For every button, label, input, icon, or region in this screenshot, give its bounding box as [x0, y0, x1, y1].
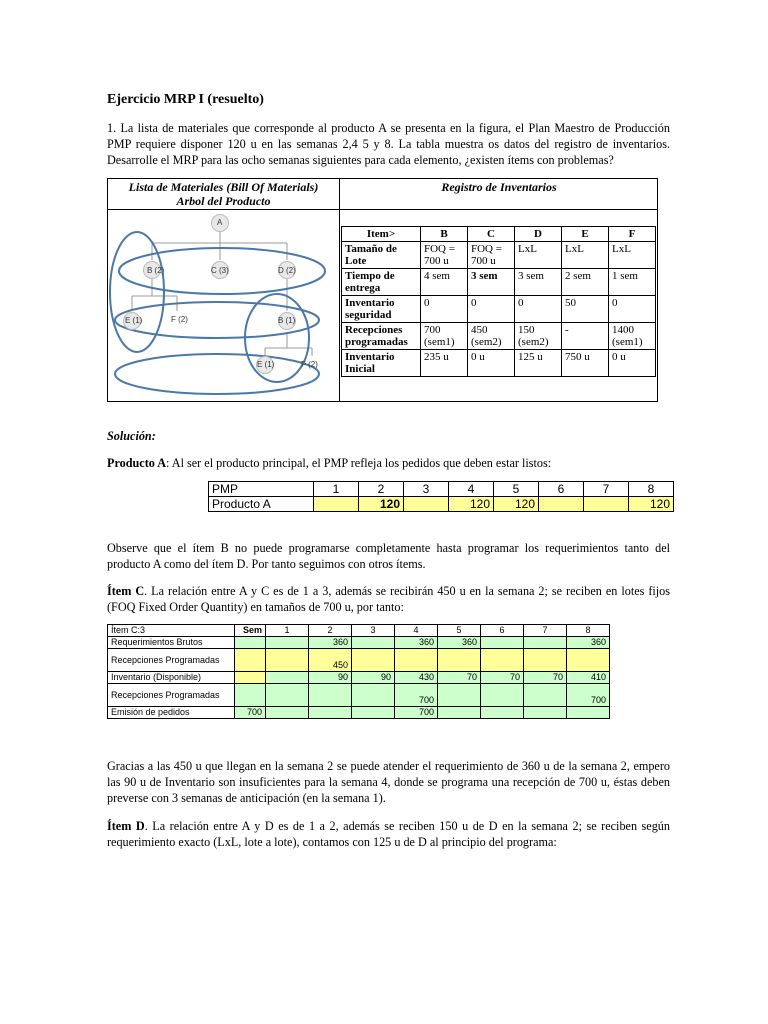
table-cell: 700 (sem1) — [421, 323, 468, 350]
node-d2-label: D (2) — [278, 266, 296, 275]
week-cell: 1 — [314, 482, 359, 497]
pmp-product-row — [209, 497, 674, 512]
table-cell: 430 — [395, 672, 438, 684]
week-cell: 8 — [567, 625, 610, 637]
frame-divider — [339, 179, 340, 401]
intro-paragraph: 1. La lista de materiales que corresponde al producto A se presenta en la figura, el Plan Maestro de Producción PMP requiere disponer 120 u en las semanas 2,4 5 y 8. La tabla muestra os datos del registro de inventarios. Desarrolle el MRP para las ocho semanas siguientes para cada elemento, ¿existen ítems con problemas? — [107, 121, 670, 167]
table-cell: 0 — [421, 296, 468, 323]
table-cell — [438, 684, 481, 707]
table-cell: 90 — [309, 672, 352, 684]
table-cell: 70 — [524, 672, 567, 684]
node-c3-label: C (3) — [211, 266, 229, 275]
row-label: Requerimientos Brutos — [108, 637, 235, 649]
inventory-header-row — [342, 227, 656, 242]
table-cell — [309, 707, 352, 719]
table-cell: 1400 (sem1) — [609, 323, 656, 350]
table-cell: 2 sem — [562, 269, 609, 296]
bom-heading-line2: Arbol del Producto — [176, 194, 271, 208]
table-row — [342, 296, 656, 323]
week-cell: 5 — [438, 625, 481, 637]
row-label: Recepciones Programadas — [108, 684, 235, 707]
inventory-col-d: D — [515, 227, 562, 242]
table-cell — [524, 637, 567, 649]
week-cell: 7 — [584, 482, 629, 497]
table-cell — [524, 649, 567, 672]
table-cell: 235 u — [421, 350, 468, 377]
pmp-header-row — [209, 482, 674, 497]
row-label: Inventario Inicial — [342, 350, 421, 377]
table-cell — [235, 637, 266, 649]
node-f2b-label: F (2) — [301, 360, 318, 369]
table-cell: 0 — [515, 296, 562, 323]
table-cell: LxL — [515, 242, 562, 269]
table-cell — [438, 707, 481, 719]
table-cell — [567, 649, 610, 672]
row-label: Inventario seguridad — [342, 296, 421, 323]
bom-heading-line1: Lista de Materiales (Bill Of Materials) — [128, 180, 319, 194]
item-c-text: . La relación entre A y C es de 1 a 3, además se recibirán 450 u en la semana 2; se reciben en lotes fijos (FOQ Fixed Order Quantity) en tamaños de 700 u, por tanto: — [107, 584, 670, 614]
table-cell — [524, 684, 567, 707]
table-cell — [235, 672, 266, 684]
table-cell: 0 u — [609, 350, 656, 377]
item-c-table-label: Ítem C:3 — [108, 625, 235, 637]
pmp-value — [314, 497, 359, 512]
table-cell — [352, 637, 395, 649]
week-cell: 5 — [494, 482, 539, 497]
table-cell — [266, 672, 309, 684]
row-label: Recepciones Programadas — [108, 649, 235, 672]
table-cell: 700 — [395, 684, 438, 707]
table-cell — [309, 684, 352, 707]
table-cell — [266, 684, 309, 707]
table-cell: 360 — [309, 637, 352, 649]
table-cell — [352, 649, 395, 672]
table-cell: 4 sem — [421, 269, 468, 296]
table-cell — [235, 649, 266, 672]
table-cell: LxL — [609, 242, 656, 269]
table-cell: 750 u — [562, 350, 609, 377]
node-b2-label: B (2) — [147, 266, 165, 275]
table-cell: LxL — [562, 242, 609, 269]
table-cell — [395, 649, 438, 672]
inventory-table — [341, 226, 656, 377]
bom-tree-svg — [107, 208, 338, 402]
week-cell: 6 — [539, 482, 584, 497]
table-row — [342, 323, 656, 350]
week-cell: 2 — [359, 482, 404, 497]
item-d-label: Ítem D — [107, 819, 145, 833]
week-cell: 4 — [449, 482, 494, 497]
table-cell: 360 — [438, 637, 481, 649]
table-cell: 0 — [468, 296, 515, 323]
node-e1b-label: E (1) — [257, 360, 275, 369]
table-cell — [352, 707, 395, 719]
table-row — [342, 350, 656, 377]
table-cell: FOQ = 700 u — [468, 242, 515, 269]
week-cell: 7 — [524, 625, 567, 637]
node-f2-label: F (2) — [171, 315, 188, 324]
pmp-value: 120 — [449, 497, 494, 512]
pmp-row-label: Producto A — [209, 497, 314, 512]
table-row — [342, 269, 656, 296]
inventory-heading: Registro de Inventarios — [441, 180, 557, 194]
pmp-value: 120 — [629, 497, 674, 512]
week-cell: 6 — [481, 625, 524, 637]
table-cell: 700 — [567, 684, 610, 707]
bom-tree-diagram — [107, 208, 338, 402]
product-a-label: Producto A — [107, 456, 167, 470]
inventory-col-e: E — [562, 227, 609, 242]
item-c-paragraph — [107, 583, 670, 615]
table-cell: 70 — [438, 672, 481, 684]
table-cell: 360 — [567, 637, 610, 649]
bom-heading — [108, 180, 339, 208]
table-cell: FOQ = 700 u — [421, 242, 468, 269]
product-a-text: : Al ser el producto principal, el PMP refleja los pedidos que deben estar listos: — [166, 456, 552, 470]
pmp-table — [208, 481, 674, 512]
table-row — [108, 684, 610, 707]
table-cell: 410 — [567, 672, 610, 684]
solution-heading: Solución: — [107, 429, 156, 443]
table-cell: 125 u — [515, 350, 562, 377]
inventory-col-item: Item> — [342, 227, 421, 242]
document-title: Ejercicio MRP I (resuelto) — [107, 92, 264, 107]
table-cell — [481, 684, 524, 707]
table-row — [342, 242, 656, 269]
inventory-col-c: C — [468, 227, 515, 242]
week-cell: 8 — [629, 482, 674, 497]
table-cell: 70 — [481, 672, 524, 684]
table-cell — [567, 707, 610, 719]
pmp-value: 120 — [494, 497, 539, 512]
table-cell: 0 — [609, 296, 656, 323]
item-d-text: . La relación entre A y D es de 1 a 2, además se reciben 150 u de D en la semana 2; se reciben según requerimiento exacto (LxL, lote a lote), contamos con 125 u de D al principio del programa: — [107, 819, 670, 849]
row-label: Tamaño de Lote — [342, 242, 421, 269]
table-cell: 3 sem — [515, 269, 562, 296]
table-cell — [524, 707, 567, 719]
table-row — [108, 707, 610, 719]
table-cell — [235, 684, 266, 707]
table-cell — [352, 684, 395, 707]
week-cell: 3 — [352, 625, 395, 637]
table-cell: 150 (sem2) — [515, 323, 562, 350]
item-d-paragraph — [107, 818, 670, 850]
row-label: Tiempo de entrega — [342, 269, 421, 296]
table-cell — [266, 637, 309, 649]
week-cell: 1 — [266, 625, 309, 637]
table-cell: 3 sem — [468, 269, 515, 296]
table-cell — [266, 649, 309, 672]
observe-paragraph: Observe que el ítem B no puede programarse completamente hasta programar los requerimientos tanto del producto A como del ítem D. Por tanto seguimos con otros ítems. — [107, 541, 670, 571]
week-cell: 4 — [395, 625, 438, 637]
row-label: Recepciones programadas — [342, 323, 421, 350]
table-cell — [266, 707, 309, 719]
table-cell — [438, 649, 481, 672]
node-e1-label: E (1) — [125, 316, 143, 325]
table-cell: 700 — [395, 707, 438, 719]
node-b1-label: B (1) — [278, 316, 296, 325]
pmp-value — [584, 497, 629, 512]
pmp-value: 120 — [359, 497, 404, 512]
item-c-sem-label: Sem — [235, 625, 266, 637]
table-cell — [481, 649, 524, 672]
inventory-col-b: B — [421, 227, 468, 242]
row-label: Inventario (Disponible) — [108, 672, 235, 684]
table-row — [108, 672, 610, 684]
table-cell: - — [562, 323, 609, 350]
table-cell: 700 — [235, 707, 266, 719]
table-cell: 0 u — [468, 350, 515, 377]
table-row — [108, 649, 610, 672]
table-cell: 450 (sem2) — [468, 323, 515, 350]
pmp-label: PMP — [209, 482, 314, 497]
inventory-col-f: F — [609, 227, 656, 242]
table-cell: 450 — [309, 649, 352, 672]
table-cell — [481, 707, 524, 719]
node-a-label: A — [217, 218, 223, 227]
table-cell: 1 sem — [609, 269, 656, 296]
product-a-paragraph — [107, 455, 670, 471]
item-c-table — [107, 624, 610, 719]
item-c-header-row — [108, 625, 610, 637]
table-row — [108, 637, 610, 649]
row-label: Emisión de pedidos — [108, 707, 235, 719]
table-cell — [481, 637, 524, 649]
pmp-value — [539, 497, 584, 512]
table-cell: 360 — [395, 637, 438, 649]
item-c-label: Ítem C — [107, 584, 145, 598]
week-cell: 3 — [404, 482, 449, 497]
pmp-value — [404, 497, 449, 512]
table-cell: 90 — [352, 672, 395, 684]
week-cell: 2 — [309, 625, 352, 637]
table-cell: 50 — [562, 296, 609, 323]
gracias-paragraph: Gracias a las 450 u que llegan en la semana 2 se puede atender el requerimiento de 360 u de la semana 2, empero las 90 u de Inventario son insuficientes para la semana 4, donde se programa una recepción de 700 u, éstas deben preverse con 3 semanas de anticipación (en la semana 1). — [107, 759, 670, 805]
